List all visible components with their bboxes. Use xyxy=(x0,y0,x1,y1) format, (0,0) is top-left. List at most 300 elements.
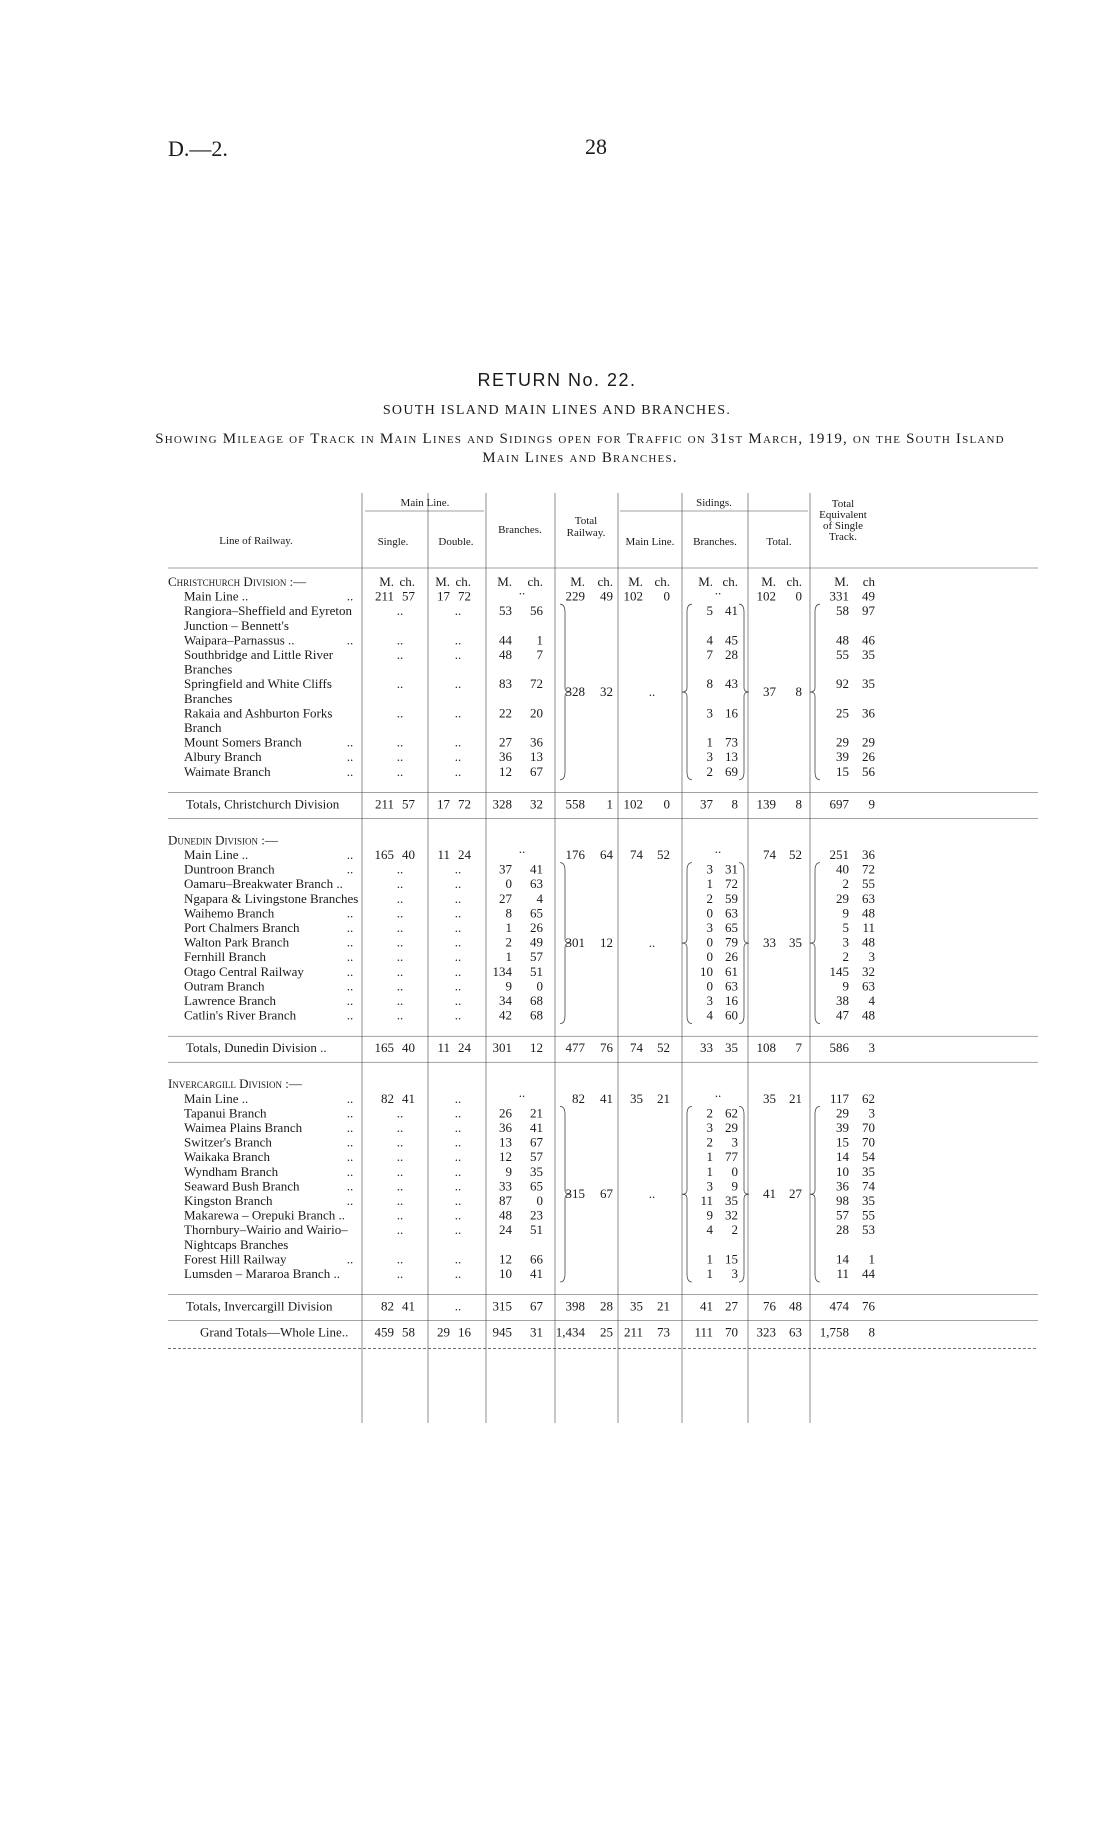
division-2-row-3-total-equivalent-chains: 70 xyxy=(862,1134,875,1150)
division-2-row-3-branches-chains: 67 xyxy=(530,1134,543,1150)
division-2-row-7-double-dots: .. xyxy=(454,1193,462,1208)
division-2-row-9-sidings-branches-chains: 2 xyxy=(731,1222,738,1238)
division-1-row-1-sidings-branches-chains: 31 xyxy=(725,861,738,877)
division-1-row-9-sidings-branches-miles: 0 xyxy=(706,978,713,994)
grand-totals-single-chains: 58 xyxy=(402,1324,415,1340)
division-0-row-2-total-equivalent-chains: 46 xyxy=(862,632,875,648)
division-0-row-7-branches-chains: 13 xyxy=(530,749,543,765)
division-2-row-10-sidings-branches-chains: 15 xyxy=(725,1251,738,1267)
division-1-row-9-sidings-branches-chains: 63 xyxy=(725,978,738,994)
division-1-row-3-total-equivalent-miles: 29 xyxy=(836,890,849,906)
division-2-main-sidings-chains: 21 xyxy=(657,1090,670,1106)
division-2-row-6-label-0: Seaward Bush Branch xyxy=(184,1178,300,1194)
division-0-row-4-branches-miles: 83 xyxy=(499,676,512,692)
division-0-row-8-label-0: Waimate Branch xyxy=(184,763,271,779)
division-1-row-5-leader: .. xyxy=(346,920,354,935)
division-2-totals-tev-chains: 76 xyxy=(862,1298,875,1314)
division-2-totals-sidtot-miles: 76 xyxy=(763,1298,776,1314)
division-2-row-4-total-equivalent-chains: 54 xyxy=(862,1149,875,1165)
division-1-heading: Dunedin Division :— xyxy=(168,832,278,848)
division-1-row-8-double-dots: .. xyxy=(454,963,462,979)
division-2-row-9-total-equivalent-chains: 53 xyxy=(862,1222,875,1238)
division-2-row-11-double-dots: .. xyxy=(454,1266,462,1281)
division-0-row-2-branches-chains: 1 xyxy=(536,632,543,648)
division-2-row-5-leader: .. xyxy=(346,1163,354,1179)
division-0-row-6-sidings-branches-chains: 73 xyxy=(725,734,738,750)
division-2-row-1-total-equivalent-chains: 3 xyxy=(868,1105,875,1121)
division-2-row-7-label-0: Kingston Branch xyxy=(184,1193,273,1208)
division-2-row-0-label-0: Main Line .. xyxy=(184,1090,249,1106)
division-1-sidings-branches-brace-left xyxy=(682,863,692,1024)
division-1-row-1-label-0: Duntroon Branch xyxy=(184,861,275,877)
division-2-row-5-single-dots: .. xyxy=(396,1163,404,1179)
division-0-totals-tev-chains: 9 xyxy=(868,796,875,812)
division-0-row-6-leader: .. xyxy=(346,734,354,750)
division-1-row-2-sidings-branches-miles: 1 xyxy=(706,876,713,892)
document-reference: D.—2. xyxy=(168,136,228,161)
division-1-row-1-double-dots: .. xyxy=(454,861,462,877)
division-1-row-7-double-dots: .. xyxy=(454,949,462,965)
division-2-row-8-single-dots: .. xyxy=(396,1207,404,1223)
unit-miles-sidtot: M. xyxy=(761,574,776,589)
division-0-row-1-single-dots: .. xyxy=(396,603,404,619)
division-2-row-3-branches-miles: 13 xyxy=(499,1134,512,1150)
division-0-row-4-single-dots: .. xyxy=(396,676,404,692)
division-1-row-7-branches-miles: 1 xyxy=(505,949,512,965)
unit-miles-tev: M. xyxy=(834,574,849,589)
division-0-row-1-label-1: Junction – Bennett's xyxy=(184,617,289,633)
division-1-row-6-double-dots: .. xyxy=(454,934,462,950)
division-2-row-0-total-equivalent-miles: 117 xyxy=(829,1090,849,1106)
division-2-row-9-single-dots: .. xyxy=(396,1222,404,1238)
division-1-totals-tev-chains: 3 xyxy=(868,1040,875,1056)
division-2-row-2-leader: .. xyxy=(346,1120,354,1135)
division-1-row-0-total-equivalent-chains: 36 xyxy=(862,847,875,862)
division-2-row-7-total-equivalent-miles: 98 xyxy=(836,1193,849,1208)
division-0-totals-label: Totals, Christchurch Division xyxy=(186,796,340,812)
division-2-totals-sidbr-miles: 41 xyxy=(700,1298,713,1314)
division-0-row-1-branches-chains: 56 xyxy=(530,603,543,619)
division-2-row-0-sidings-branches-dots: .. xyxy=(714,1084,722,1100)
division-0-row-3-sidings-branches-chains: 28 xyxy=(725,647,738,662)
division-0-branch-sidings-total-chains: 8 xyxy=(795,684,802,699)
division-2-row-8-branches-miles: 48 xyxy=(499,1207,512,1223)
division-1-row-6-branches-chains: 49 xyxy=(530,934,543,950)
division-2-row-3-total-equivalent-miles: 15 xyxy=(836,1134,849,1150)
division-1-row-2-branches-miles: 0 xyxy=(505,876,512,892)
division-2-row-2-single-dots: .. xyxy=(396,1120,404,1135)
division-0-row-0-label-0: Main Line .. xyxy=(184,588,249,604)
division-1-row-3-single-dots: .. xyxy=(396,890,404,906)
division-1-row-7-sidings-branches-chains: 26 xyxy=(725,949,738,965)
division-1-totals-double-chains: 24 xyxy=(458,1040,471,1056)
division-2-row-10-sidings-branches-miles: 1 xyxy=(706,1251,713,1267)
division-0-main-sidings-total-chains: 0 xyxy=(795,588,802,604)
division-2-row-1-single-dots: .. xyxy=(396,1105,404,1121)
division-0-row-3-single-dots: .. xyxy=(396,647,404,662)
division-1-row-4-branches-chains: 65 xyxy=(530,905,543,921)
division-1-row-11-single-dots: .. xyxy=(396,1007,404,1023)
division-1-row-4-branches-miles: 8 xyxy=(505,905,512,921)
division-1-row-5-single-dots: .. xyxy=(396,920,404,935)
division-0-row-6-branches-chains: 36 xyxy=(530,734,543,750)
division-0-row-6-total-equivalent-chains: 29 xyxy=(862,734,875,750)
division-2-row-6-sidings-branches-chains: 9 xyxy=(731,1178,738,1194)
division-1-row-1-total-equivalent-miles: 40 xyxy=(836,861,849,877)
division-2-totals-sidml-miles: 35 xyxy=(630,1298,643,1314)
division-1-row-10-double-dots: .. xyxy=(454,993,462,1008)
division-0-row-6-branches-miles: 27 xyxy=(499,734,512,750)
division-1-sidings-branches-brace-right xyxy=(739,863,749,1024)
division-2-totals-tev-miles: 474 xyxy=(829,1298,849,1314)
division-2-row-1-branches-miles: 26 xyxy=(499,1105,512,1121)
division-2-row-6-total-equivalent-chains: 74 xyxy=(862,1178,875,1194)
division-0-totals-totrail-chains: 1 xyxy=(606,796,613,812)
division-0-totals-branches-chains: 32 xyxy=(530,796,543,812)
division-0-totals-single-miles: 211 xyxy=(374,796,394,812)
division-2-branch-total-railway-chains: 67 xyxy=(600,1186,613,1202)
division-1-main-sidings-chains: 52 xyxy=(657,847,670,862)
division-1-row-0-single-chains: 40 xyxy=(402,847,415,862)
return-title: RETURN No. 22. xyxy=(477,370,637,390)
division-1-row-3-sidings-branches-chains: 59 xyxy=(725,890,738,906)
division-1-row-8-leader: .. xyxy=(346,963,354,979)
division-0-row-8-leader: .. xyxy=(346,763,354,779)
division-2-row-11-sidings-branches-miles: 1 xyxy=(706,1266,713,1281)
division-0-row-3-double-dots: .. xyxy=(454,647,462,662)
division-1-totals-sidtot-miles: 108 xyxy=(756,1040,776,1056)
division-2-row-9-double-dots: .. xyxy=(454,1222,462,1238)
column-header-main-line: Main Line. xyxy=(400,497,450,509)
division-1-row-2-sidings-branches-chains: 72 xyxy=(725,876,738,892)
division-1-totals-sidbr-chains: 35 xyxy=(725,1040,738,1056)
division-2-row-7-total-equivalent-chains: 35 xyxy=(862,1193,875,1208)
division-1-row-3-double-dots: .. xyxy=(454,890,462,906)
division-0-row-7-sidings-branches-miles: 3 xyxy=(706,749,713,765)
division-0-row-6-label-0: Mount Somers Branch xyxy=(184,734,302,750)
division-2-row-3-leader: .. xyxy=(346,1134,354,1150)
division-1-row-4-double-dots: .. xyxy=(454,905,462,921)
division-2-row-10-double-dots: .. xyxy=(454,1251,462,1267)
grand-totals-sidml-chains: 73 xyxy=(657,1324,670,1340)
division-1-row-7-leader: .. xyxy=(346,949,354,965)
division-0-row-0-double-chains: 72 xyxy=(458,588,471,604)
division-0-row-2-total-equivalent-miles: 48 xyxy=(836,632,849,648)
division-2-row-5-branches-chains: 35 xyxy=(530,1163,543,1179)
division-1-row-0-double-chains: 24 xyxy=(458,847,471,862)
division-0-row-0-total-equivalent-miles: 331 xyxy=(829,588,849,604)
division-0-sidings-branches-brace-right xyxy=(739,604,749,780)
division-1-totals-branches-chains: 12 xyxy=(530,1040,543,1056)
division-2-row-11-single-dots: .. xyxy=(396,1266,404,1281)
division-1-row-8-branches-chains: 51 xyxy=(530,963,543,979)
division-0-totals-tev-miles: 697 xyxy=(829,796,849,812)
division-1-totals-sidbr-miles: 33 xyxy=(700,1040,713,1056)
grand-totals-branches-miles: 945 xyxy=(492,1324,512,1340)
division-0-totals-sidbr-chains: 8 xyxy=(731,796,738,812)
return-subtitle: SOUTH ISLAND MAIN LINES AND BRANCHES. xyxy=(382,403,732,418)
division-2-row-10-branches-chains: 66 xyxy=(530,1251,543,1267)
division-0-row-3-branches-miles: 48 xyxy=(499,647,512,662)
division-1-row-5-label-0: Port Chalmers Branch xyxy=(184,920,300,935)
division-1-row-10-sidings-branches-chains: 16 xyxy=(725,993,738,1008)
division-2-row-9-branches-miles: 24 xyxy=(499,1222,512,1238)
division-0-row-6-double-dots: .. xyxy=(454,734,462,750)
division-1-row-0-sidings-branches-dots: .. xyxy=(714,841,722,856)
division-1-row-9-total-equivalent-chains: 63 xyxy=(862,978,875,994)
column-header-branches: Branches. xyxy=(498,524,542,536)
division-1-row-7-total-equivalent-chains: 3 xyxy=(868,949,875,965)
division-2-row-6-sidings-branches-miles: 3 xyxy=(706,1178,713,1194)
division-1-row-5-total-equivalent-miles: 5 xyxy=(842,920,849,935)
division-0-row-5-single-dots: .. xyxy=(396,705,404,721)
division-2-row-0-total-equivalent-chains: 62 xyxy=(862,1090,875,1106)
division-0-main-total-railway-miles: 229 xyxy=(565,588,585,604)
division-1-totals-totrail-chains: 76 xyxy=(600,1040,613,1056)
division-0-main-sidings-miles: 102 xyxy=(623,588,643,604)
division-1-row-2-branches-chains: 63 xyxy=(530,876,543,892)
division-2-row-11-label-0: Lumsden – Mararoa Branch .. xyxy=(184,1266,340,1281)
grand-totals-sidtot-miles: 323 xyxy=(756,1324,776,1340)
division-1-main-total-railway-miles: 176 xyxy=(565,847,585,862)
division-0-row-5-sidings-branches-miles: 3 xyxy=(706,705,713,721)
division-2-row-7-single-dots: .. xyxy=(396,1193,404,1208)
division-0-row-1-label-0: Rangiora–Sheffield and Eyreton xyxy=(184,603,352,619)
column-header-total-equivalent-l2: Equivalent xyxy=(819,509,867,521)
division-2-totals-totrail-miles: 398 xyxy=(565,1298,585,1314)
division-1-totals-label: Totals, Dunedin Division .. xyxy=(186,1040,327,1056)
division-1-row-1-total-equivalent-chains: 72 xyxy=(862,861,875,877)
division-0-row-4-sidings-branches-chains: 43 xyxy=(725,676,738,692)
division-1-row-11-branches-miles: 42 xyxy=(499,1007,512,1023)
division-0-row-1-branches-miles: 53 xyxy=(499,603,512,619)
division-2-row-1-leader: .. xyxy=(346,1105,354,1121)
column-header-sidings-total: Total. xyxy=(766,536,792,548)
division-0-row-7-double-dots: .. xyxy=(454,749,462,765)
division-0-branch-total-railway-chains: 32 xyxy=(600,684,613,699)
grand-totals-sidbr-chains: 70 xyxy=(725,1324,738,1340)
division-2-row-4-branches-miles: 12 xyxy=(499,1149,512,1165)
grand-totals-tev-chains: 8 xyxy=(868,1324,875,1340)
division-2-row-11-total-equivalent-miles: 11 xyxy=(836,1266,849,1281)
division-0-row-4-branches-chains: 72 xyxy=(530,676,543,692)
division-2-row-4-total-equivalent-miles: 14 xyxy=(836,1149,849,1165)
division-0-row-4-double-dots: .. xyxy=(454,676,462,692)
division-0-row-6-total-equivalent-miles: 29 xyxy=(836,734,849,750)
division-2-row-7-sidings-branches-miles: 11 xyxy=(700,1193,713,1208)
division-2-row-4-sidings-branches-chains: 77 xyxy=(725,1149,738,1165)
division-1-row-6-leader: .. xyxy=(346,934,354,950)
division-2-row-8-double-dots: .. xyxy=(454,1207,462,1223)
unit-chains-sidbr: ch. xyxy=(722,574,738,589)
unit-miles-double: M. xyxy=(435,574,450,589)
division-2-row-6-leader: .. xyxy=(346,1178,354,1194)
division-2-row-6-branches-chains: 65 xyxy=(530,1178,543,1194)
column-header-line-of-railway: Line of Railway. xyxy=(219,535,293,547)
division-1-row-10-sidings-branches-miles: 3 xyxy=(706,993,713,1008)
unit-miles-single: M. xyxy=(379,574,394,589)
division-1-row-11-label-0: Catlin's River Branch xyxy=(184,1007,297,1023)
division-2-totals-single-chains: 41 xyxy=(402,1298,415,1314)
division-2-row-5-sidings-branches-chains: 0 xyxy=(731,1163,738,1179)
grand-totals-sidtot-chains: 63 xyxy=(789,1324,802,1340)
division-0-row-3-label-0: Southbridge and Little River xyxy=(184,647,334,662)
division-1-row-10-leader: .. xyxy=(346,993,354,1008)
unit-chains-tev: ch xyxy=(862,574,875,589)
division-2-row-2-sidings-branches-miles: 3 xyxy=(706,1120,713,1135)
division-2-branch-sidings-total-chains: 27 xyxy=(789,1186,802,1202)
division-2-branch-sidings-total-miles: 41 xyxy=(763,1186,776,1202)
division-2-totals-label: Totals, Invercargill Division xyxy=(186,1298,333,1314)
division-2-totals-totrail-chains: 28 xyxy=(600,1298,613,1314)
unit-miles-sidml: M. xyxy=(628,574,643,589)
division-1-row-1-sidings-branches-miles: 3 xyxy=(706,861,713,877)
division-2-row-0-single-chains: 41 xyxy=(402,1090,415,1106)
division-1-row-11-branches-chains: 68 xyxy=(530,1007,543,1023)
division-2-totals-double-dots: .. xyxy=(454,1298,462,1314)
division-0-row-3-total-equivalent-chains: 35 xyxy=(862,647,875,662)
division-0-row-5-label-0: Rakaia and Ashburton Forks xyxy=(184,705,333,721)
division-0-row-7-branches-miles: 36 xyxy=(499,749,512,765)
division-2-row-11-total-equivalent-chains: 44 xyxy=(862,1266,875,1281)
grand-totals-sidml-miles: 211 xyxy=(623,1324,643,1340)
division-0-row-5-sidings-branches-chains: 16 xyxy=(725,705,738,721)
division-0-row-7-label-0: Albury Branch xyxy=(184,749,262,765)
division-0-totals-sidml-miles: 102 xyxy=(623,796,643,812)
division-1-totals-double-miles: 11 xyxy=(437,1040,450,1056)
division-2-row-6-single-dots: .. xyxy=(396,1178,404,1194)
division-0-row-2-leader: .. xyxy=(346,632,354,648)
division-1-row-1-leader: .. xyxy=(346,861,354,877)
division-1-row-4-single-dots: .. xyxy=(396,905,404,921)
division-0-row-7-total-equivalent-chains: 26 xyxy=(862,749,875,765)
division-2-totals-sidtot-chains: 48 xyxy=(789,1298,802,1314)
division-1-row-0-leader: .. xyxy=(346,847,354,862)
grand-totals-single-miles: 459 xyxy=(374,1324,394,1340)
division-1-row-10-label-0: Lawrence Branch xyxy=(184,993,277,1008)
division-2-totals-sidbr-chains: 27 xyxy=(725,1298,738,1314)
division-1-row-11-sidings-branches-miles: 4 xyxy=(706,1007,713,1023)
column-header-total-equivalent-l4: Track. xyxy=(828,531,858,543)
division-2-row-9-label-0: Thornbury–Wairio and Wairio– xyxy=(184,1222,348,1238)
division-2-row-11-sidings-branches-chains: 3 xyxy=(731,1266,738,1281)
division-1-row-7-branches-chains: 57 xyxy=(530,949,543,965)
division-0-row-2-label-0: Waipara–Parnassus .. xyxy=(184,632,295,648)
division-1-row-0-label-0: Main Line .. xyxy=(184,847,249,862)
column-header-sidings-main-line: Main Line. xyxy=(625,536,675,548)
division-1-branch-total-railway-chains: 12 xyxy=(600,935,613,951)
column-header-total-equivalent-l3: of Single xyxy=(822,520,864,532)
division-2-row-2-total-equivalent-miles: 39 xyxy=(836,1120,849,1135)
division-0-row-8-branches-miles: 12 xyxy=(499,763,512,779)
division-2-row-5-sidings-branches-miles: 1 xyxy=(706,1163,713,1179)
division-2-row-8-total-equivalent-miles: 57 xyxy=(836,1207,849,1223)
division-0-row-7-single-dots: .. xyxy=(396,749,404,765)
division-1-row-3-branches-miles: 27 xyxy=(499,890,512,906)
division-2-heading: Invercargill Division :— xyxy=(168,1076,302,1092)
division-1-totals-sidml-chains: 52 xyxy=(657,1040,670,1056)
unit-miles-sidbr: M. xyxy=(698,574,713,589)
division-2-row-4-single-dots: .. xyxy=(396,1149,404,1165)
division-0-totals-totrail-miles: 558 xyxy=(565,796,585,812)
division-1-row-2-label-0: Oamaru–Breakwater Branch .. xyxy=(184,876,343,892)
division-0-totals-double-miles: 17 xyxy=(437,796,450,812)
division-2-row-7-branches-miles: 87 xyxy=(499,1193,512,1208)
unit-chains-double: ch. xyxy=(455,574,471,589)
division-2-row-10-total-equivalent-chains: 1 xyxy=(868,1251,875,1267)
division-0-row-5-total-equivalent-chains: 36 xyxy=(862,705,875,721)
grand-totals-double-chains: 16 xyxy=(458,1324,471,1340)
division-2-row-2-label-0: Waimea Plains Branch xyxy=(184,1120,303,1135)
division-2-row-3-double-dots: .. xyxy=(454,1134,462,1150)
division-0-totals-sidtot-miles: 139 xyxy=(756,796,776,812)
division-1-row-9-branches-miles: 9 xyxy=(505,978,512,994)
division-1-row-10-branches-miles: 34 xyxy=(499,993,512,1008)
division-1-row-8-sidings-branches-chains: 61 xyxy=(725,963,738,979)
division-1-row-1-branches-chains: 41 xyxy=(530,861,543,877)
division-0-row-4-total-equivalent-miles: 92 xyxy=(836,676,849,692)
division-2-row-7-sidings-branches-chains: 35 xyxy=(725,1193,738,1208)
division-0-row-5-label-1: Branch xyxy=(184,720,222,735)
division-2-row-1-sidings-branches-miles: 2 xyxy=(706,1105,713,1121)
division-1-row-11-leader: .. xyxy=(346,1007,354,1023)
division-1-totals-sidtot-chains: 7 xyxy=(795,1040,802,1056)
division-1-row-9-leader: .. xyxy=(346,978,354,994)
division-0-totals-sidtot-chains: 8 xyxy=(795,796,802,812)
division-0-row-2-sidings-branches-chains: 45 xyxy=(725,632,738,648)
column-header-double: Double. xyxy=(438,536,474,548)
division-1-main-total-railway-chains: 64 xyxy=(600,847,613,862)
division-0-row-6-single-dots: .. xyxy=(396,734,404,750)
grand-totals-totrail-miles: 1,434 xyxy=(555,1324,585,1340)
division-0-row-3-branches-chains: 7 xyxy=(536,647,543,662)
division-1-row-9-total-equivalent-miles: 9 xyxy=(842,978,849,994)
division-2-row-2-double-dots: .. xyxy=(454,1120,462,1135)
division-2-row-1-branches-chains: 21 xyxy=(530,1105,543,1121)
division-2-totals-single-miles: 82 xyxy=(381,1298,394,1314)
division-1-row-5-double-dots: .. xyxy=(454,920,462,935)
unit-miles-totrail: M. xyxy=(570,574,585,589)
division-0-row-0-total-equivalent-chains: 49 xyxy=(862,588,875,604)
division-2-row-2-branches-chains: 41 xyxy=(530,1120,543,1135)
division-0-row-4-label-1: Branches xyxy=(184,690,233,706)
column-header-total-railway-l2: Railway. xyxy=(566,527,606,539)
division-1-row-10-single-dots: .. xyxy=(396,993,404,1008)
division-2-row-5-double-dots: .. xyxy=(454,1163,462,1179)
division-2-sidings-branches-brace-right xyxy=(739,1106,749,1282)
division-2-row-9-branches-chains: 51 xyxy=(530,1222,543,1238)
division-2-row-4-sidings-branches-miles: 1 xyxy=(706,1149,713,1165)
division-2-sidings-branches-brace-left xyxy=(682,1106,692,1282)
division-1-row-2-total-equivalent-miles: 2 xyxy=(842,876,849,892)
division-0-totals-double-chains: 72 xyxy=(458,796,471,812)
division-2-row-10-single-dots: .. xyxy=(396,1251,404,1267)
division-2-row-8-total-equivalent-chains: 55 xyxy=(862,1207,875,1223)
division-2-row-8-label-0: Makarewa – Orepuki Branch .. xyxy=(184,1207,345,1223)
column-header-sidings-branches: Branches. xyxy=(693,536,737,548)
division-0-totals-single-chains: 57 xyxy=(402,796,415,812)
column-header-sidings: Sidings. xyxy=(696,497,732,509)
division-0-branch-total-railway-miles: 328 xyxy=(565,684,585,699)
unit-chains-branches: ch. xyxy=(527,574,543,589)
division-1-row-4-sidings-branches-miles: 0 xyxy=(706,905,713,921)
column-header-total-railway-l1: Total xyxy=(574,515,598,527)
division-2-row-2-total-equivalent-chains: 70 xyxy=(862,1120,875,1135)
division-0-total-equivalent-brace xyxy=(810,604,820,780)
division-0-row-5-branches-chains: 20 xyxy=(530,705,543,721)
division-1-row-6-branches-miles: 2 xyxy=(505,934,512,950)
division-1-row-11-total-equivalent-miles: 47 xyxy=(836,1007,849,1023)
